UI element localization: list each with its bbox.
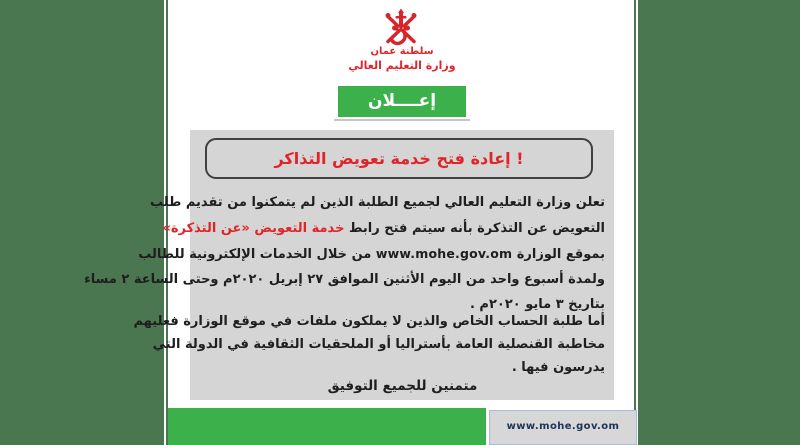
text-segment: بموقع الوزارة: [512, 247, 605, 262]
text-segment: مخاطبة القنصلية العامة بأستراليا أو الملحقيات الثقافية في الدولة التي: [152, 337, 605, 352]
announcement-banner: إعــــلان: [338, 86, 466, 117]
footer-green-band: [168, 408, 486, 445]
paragraph1-line4: [84, 267, 605, 293]
paragraph2-line1: [133, 310, 605, 333]
text-segment: تعلن وزارة التعليم العالي لجميع الطلبة الذين لم يتمكنوا من تقديم طلب: [150, 195, 605, 210]
highlighted-service-name: خدمة التعويض «عن التذكرة»: [162, 220, 345, 236]
right-green-panel: [638, 0, 800, 445]
notice-title: ! إعادة فتح خدمة تعويض التذاكر: [205, 138, 593, 179]
text-segment: ولمدة أسبوع واحد من اليوم الأثنين الموافق ٢٧ إبريل ٢٠٢٠م وحتى الساعة ٢ مساء: [84, 271, 605, 287]
left-green-panel: [0, 0, 164, 445]
right-green-pinstripe-line: [634, 0, 636, 445]
text-segment: بتاريخ ٣ مايو ٢٠٢٠م .: [469, 297, 605, 312]
closing-wish-line: متمنين للجميع التوفيق: [327, 378, 478, 394]
org-name-ministry: وزارة التعليم العالي: [348, 59, 456, 72]
paragraph2-line2: [152, 333, 605, 356]
notice-paragraph-1: [84, 190, 605, 318]
oman-national-emblem-icon: [380, 8, 422, 49]
text-segment: يدرسون فيها .: [511, 360, 605, 375]
notice-paragraph-2: [133, 310, 605, 379]
inline-website-link[interactable]: www.mohe.gov.om: [375, 246, 513, 261]
paragraph1-line1: [150, 190, 605, 216]
banner-shadow-line: [334, 119, 470, 121]
text-segment: أما طلبة الحساب الخاص والذين لا يملكون ملفات في موقع الوزارة فعليهم: [133, 314, 605, 329]
org-name-sultanate: سلطنة عمان: [370, 46, 434, 57]
paragraph1-line2: [162, 216, 605, 242]
text-segment: من خلال الخدمات الإلكترونية للطالب: [138, 247, 376, 262]
paragraph1-line3: [138, 241, 605, 267]
text-segment: التعويض عن التذكرة بأنه سيتم فتح رابط: [344, 220, 605, 236]
footer-website-badge[interactable]: www.mohe.gov.om: [489, 410, 637, 445]
